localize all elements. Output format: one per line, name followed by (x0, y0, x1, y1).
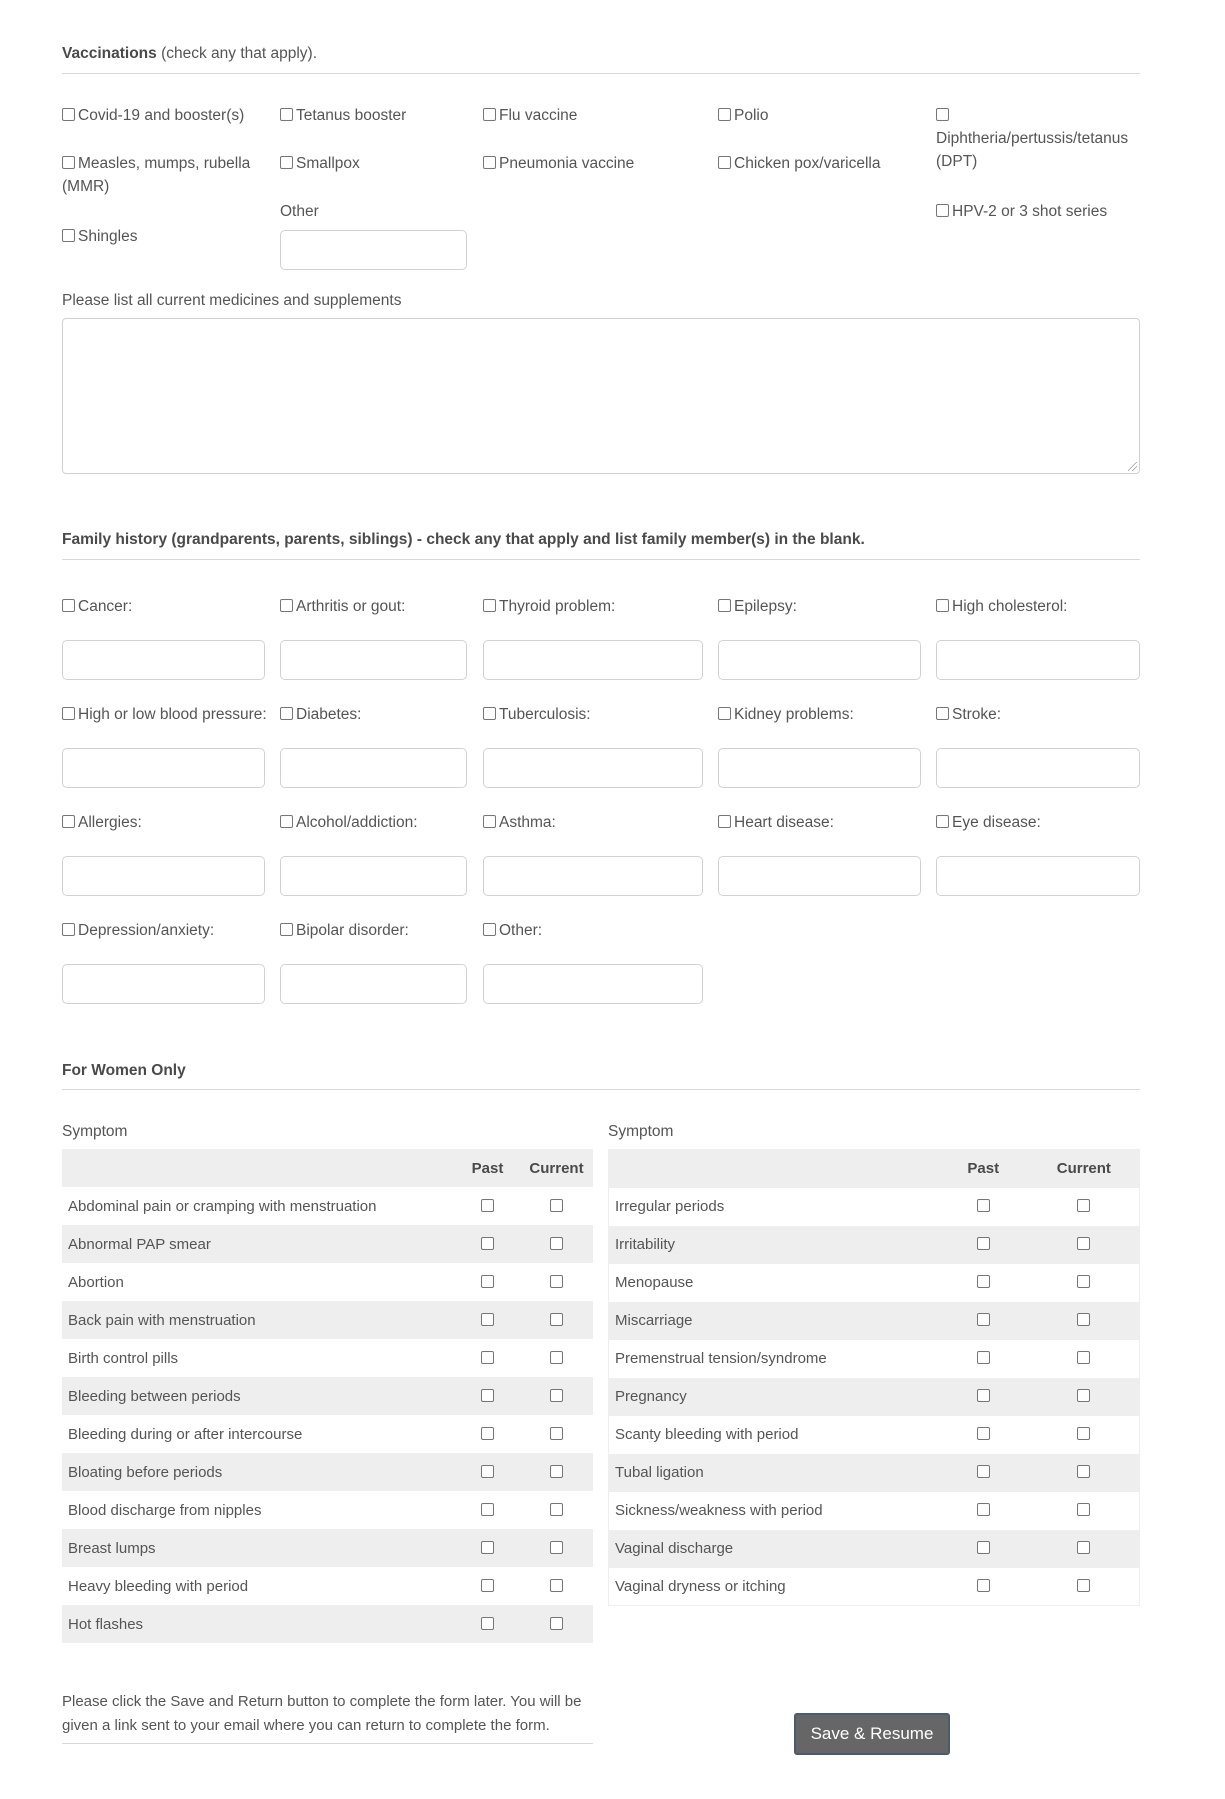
checkbox[interactable] (62, 599, 75, 612)
table-row (62, 1301, 593, 1339)
current-checkbox[interactable] (550, 1617, 563, 1630)
vaccine-option[interactable] (718, 104, 918, 127)
symptom-label-left: Symptom (62, 1123, 128, 1140)
current-checkbox[interactable] (550, 1503, 563, 1516)
family-history-option[interactable] (62, 919, 214, 942)
checkbox-cell (455, 1225, 520, 1263)
symptom-table-left (62, 1149, 593, 1643)
past-checkbox[interactable] (977, 1313, 990, 1326)
checkbox-cell (1029, 1340, 1140, 1378)
past-checkbox[interactable] (977, 1351, 990, 1364)
checkbox-cell (520, 1377, 593, 1415)
vaccine-option[interactable] (62, 152, 267, 198)
symptom-name: Irregular periods (615, 1198, 725, 1215)
current-checkbox[interactable] (1077, 1275, 1090, 1288)
family-member-input[interactable] (483, 856, 703, 896)
current-checkbox[interactable] (1077, 1237, 1090, 1250)
family-history-title: Family history (grandparents, parents, siblings) - check any that apply and list family member(s) in the blank. (62, 531, 865, 548)
family-member-input[interactable] (62, 856, 265, 896)
checkbox[interactable] (718, 108, 731, 121)
checkbox[interactable] (62, 156, 75, 169)
checkbox-cell (938, 1530, 1029, 1568)
vaccine-option[interactable] (280, 152, 470, 175)
family-member-input[interactable] (718, 856, 921, 896)
checkbox-cell (455, 1263, 520, 1301)
current-checkbox[interactable] (550, 1313, 563, 1326)
family-member-input[interactable] (718, 748, 921, 788)
symptom-name: Birth control pills (68, 1349, 179, 1367)
family-history-option[interactable] (936, 595, 1067, 618)
table-row (62, 1225, 593, 1263)
checkbox[interactable] (280, 599, 293, 612)
family-history-option[interactable] (280, 595, 405, 618)
family-history-heading (62, 531, 865, 549)
vaccinations-title: Vaccinations (62, 45, 157, 62)
vaccine-label: HPV-2 or 3 shot series (952, 203, 1108, 220)
vaccine-option[interactable] (62, 104, 267, 127)
divider (62, 559, 1140, 560)
family-history-option[interactable] (62, 703, 267, 726)
table-row (62, 1377, 593, 1415)
symptom-name: Vaginal discharge (609, 1530, 938, 1568)
vaccine-label: Tetanus booster (296, 107, 407, 124)
checkbox-cell (938, 1568, 1029, 1606)
past-checkbox[interactable] (481, 1389, 494, 1402)
family-member-input[interactable] (936, 856, 1140, 896)
past-checkbox[interactable] (481, 1617, 494, 1630)
checkbox-cell (455, 1415, 520, 1453)
checkbox-cell (455, 1453, 520, 1491)
past-checkbox[interactable] (977, 1541, 990, 1554)
resize-handle[interactable] (1128, 462, 1137, 471)
family-history-label: Epilepsy: (734, 598, 797, 615)
family-history-option[interactable] (280, 703, 361, 726)
family-history-option[interactable] (483, 595, 615, 618)
vaccine-option[interactable] (280, 104, 470, 127)
table-row (62, 1529, 593, 1567)
checkbox-cell (1029, 1416, 1140, 1454)
checkbox-cell (1029, 1568, 1140, 1606)
symptom-name: Blood discharge from nipples (68, 1501, 262, 1519)
checkbox-cell (520, 1187, 593, 1225)
divider (62, 1089, 1140, 1090)
table-row (62, 1263, 593, 1301)
vaccine-option[interactable] (718, 152, 928, 175)
family-member-input[interactable] (936, 640, 1140, 680)
checkbox[interactable] (483, 923, 496, 936)
family-history-label: Stroke: (952, 706, 1002, 723)
symptom-name: Bleeding between periods (62, 1377, 455, 1415)
past-checkbox[interactable] (481, 1541, 494, 1554)
checkbox-cell (938, 1492, 1029, 1530)
medicines-textarea[interactable] (62, 318, 1140, 474)
women-heading (62, 1062, 186, 1080)
checkbox-cell (520, 1301, 593, 1339)
vaccine-label: Polio (734, 107, 769, 124)
checkbox[interactable] (936, 108, 949, 121)
table-row (609, 1188, 1140, 1226)
family-history-option[interactable] (483, 919, 542, 942)
vaccinations-hint: (check any that apply). (161, 45, 318, 62)
checkbox-cell (1029, 1226, 1140, 1264)
family-history-option[interactable] (483, 703, 591, 726)
past-checkbox[interactable] (977, 1503, 990, 1516)
checkbox[interactable] (483, 707, 496, 720)
past-checkbox[interactable] (977, 1427, 990, 1440)
vaccine-label: Diphtheria/pertussis/tetanus (DPT) (936, 130, 1129, 170)
checkbox-cell (1029, 1378, 1140, 1416)
checkbox[interactable] (62, 707, 75, 720)
checkbox[interactable] (483, 599, 496, 612)
table-row (62, 1339, 593, 1377)
family-history-label: Thyroid problem: (499, 598, 616, 615)
table-row (62, 1491, 593, 1529)
current-checkbox[interactable] (1077, 1503, 1090, 1516)
checkbox[interactable] (483, 815, 496, 828)
checkbox[interactable] (936, 815, 949, 828)
checkbox[interactable] (718, 815, 731, 828)
checkbox[interactable] (718, 156, 731, 169)
table-row (62, 1187, 593, 1225)
checkbox-cell (938, 1188, 1029, 1226)
symptom-name: Heavy bleeding with period (68, 1577, 249, 1595)
table-row (609, 1378, 1140, 1416)
current-checkbox[interactable] (550, 1541, 563, 1554)
symptom-name: Premenstrual tension/syndrome (615, 1350, 827, 1367)
table-row (62, 1567, 593, 1605)
checkbox-cell (520, 1529, 593, 1567)
checkbox-cell (1029, 1302, 1140, 1340)
family-member-input[interactable] (280, 856, 467, 896)
checkbox-cell (1029, 1492, 1140, 1530)
family-history-option[interactable] (936, 811, 1041, 834)
table-header-symptom (609, 1150, 938, 1188)
checkbox[interactable] (280, 156, 293, 169)
family-history-label: Allergies: (78, 814, 142, 831)
past-checkbox[interactable] (481, 1313, 494, 1326)
symptom-name: Hot flashes (62, 1605, 455, 1643)
table-row (609, 1264, 1140, 1302)
symptom-name: Miscarriage (609, 1302, 938, 1340)
checkbox[interactable] (62, 229, 75, 242)
family-history-label: Eye disease: (952, 814, 1041, 831)
family-history-label: Arthritis or gout: (296, 598, 406, 615)
save-note: Please click the Save and Return button to complete the form later. You will be given a link sent to your email where you can return to complete the form. (62, 1693, 582, 1734)
medicines-label: Please list all current medicines and supplements (62, 292, 402, 309)
checkbox-cell (1029, 1530, 1140, 1568)
checkbox[interactable] (280, 707, 293, 720)
checkbox[interactable] (936, 599, 949, 612)
table-row (62, 1605, 593, 1643)
vaccine-label: Smallpox (296, 155, 360, 172)
checkbox-cell (455, 1567, 520, 1605)
vaccine-label: Shingles (78, 228, 138, 245)
family-history-option[interactable] (718, 811, 834, 834)
family-member-input[interactable] (483, 964, 703, 1004)
checkbox[interactable] (936, 204, 949, 217)
family-history-label: Asthma: (499, 814, 556, 831)
checkbox-cell (520, 1453, 593, 1491)
checkbox-cell (1029, 1188, 1140, 1226)
checkbox[interactable] (62, 108, 75, 121)
family-history-label: Kidney problems: (734, 706, 854, 723)
past-checkbox[interactable] (977, 1199, 990, 1212)
family-history-option[interactable] (718, 595, 797, 618)
current-checkbox[interactable] (550, 1465, 563, 1478)
past-checkbox[interactable] (481, 1275, 494, 1288)
checkbox[interactable] (62, 815, 75, 828)
family-history-option[interactable] (936, 703, 1001, 726)
current-checkbox[interactable] (550, 1237, 563, 1250)
family-history-label: Tuberculosis: (499, 706, 591, 723)
current-checkbox[interactable] (1077, 1389, 1090, 1402)
current-checkbox[interactable] (1077, 1351, 1090, 1364)
women-title: For Women Only (62, 1062, 186, 1079)
table-row (62, 1415, 593, 1453)
checkbox[interactable] (280, 923, 293, 936)
past-checkbox[interactable] (481, 1199, 494, 1212)
family-history-label: Diabetes: (296, 706, 362, 723)
vaccine-option[interactable] (483, 104, 703, 127)
table-header-past: Past (455, 1149, 520, 1187)
vaccine-other-input[interactable] (280, 230, 467, 270)
family-member-input[interactable] (483, 640, 703, 680)
checkbox-cell (938, 1340, 1029, 1378)
family-history-label: High cholesterol: (952, 598, 1068, 615)
symptom-name: Abnormal PAP smear (62, 1225, 455, 1263)
family-history-label: Depression/anxiety: (78, 922, 215, 939)
checkbox-cell (938, 1454, 1029, 1492)
checkbox[interactable] (936, 707, 949, 720)
table-header-row (609, 1150, 1140, 1188)
divider (62, 73, 1140, 74)
family-member-input[interactable] (280, 640, 467, 680)
symptom-name: Breast lumps (62, 1529, 455, 1567)
checkbox-cell (455, 1187, 520, 1225)
checkbox-cell (455, 1377, 520, 1415)
current-checkbox[interactable] (1077, 1313, 1090, 1326)
family-history-label: High or low blood pressure: (78, 706, 267, 723)
checkbox-cell (455, 1339, 520, 1377)
table-row (609, 1492, 1140, 1530)
family-history-option[interactable] (718, 703, 854, 726)
table-header-past: Past (938, 1150, 1029, 1188)
checkbox-cell (938, 1378, 1029, 1416)
vaccine-option[interactable] (936, 104, 1136, 173)
symptom-label-right: Symptom (608, 1123, 674, 1140)
table-header-current: Current (520, 1149, 593, 1187)
family-member-input[interactable] (62, 640, 265, 680)
checkbox-cell (938, 1226, 1029, 1264)
past-checkbox[interactable] (977, 1579, 990, 1592)
past-checkbox[interactable] (481, 1579, 494, 1592)
current-checkbox[interactable] (550, 1351, 563, 1364)
vaccine-label: Flu vaccine (499, 107, 578, 124)
family-member-input[interactable] (718, 640, 921, 680)
family-history-label: Cancer: (78, 598, 133, 615)
current-checkbox[interactable] (550, 1275, 563, 1288)
table-header-symptom (62, 1149, 455, 1187)
checkbox-cell (520, 1605, 593, 1643)
current-checkbox[interactable] (550, 1199, 563, 1212)
family-history-option[interactable] (483, 811, 556, 834)
current-checkbox[interactable] (1077, 1541, 1090, 1554)
symptom-name: Vaginal dryness or itching (615, 1577, 786, 1595)
table-header-row (62, 1149, 593, 1187)
vaccine-option[interactable] (936, 200, 1136, 223)
symptom-name: Tubal ligation (609, 1454, 938, 1492)
current-checkbox[interactable] (1077, 1199, 1090, 1212)
family-history-option[interactable] (62, 595, 132, 618)
save-resume-button[interactable]: Save & Resume (794, 1713, 950, 1755)
current-checkbox[interactable] (550, 1389, 563, 1402)
checkbox[interactable] (280, 108, 293, 121)
past-checkbox[interactable] (977, 1389, 990, 1402)
vaccine-other-label: Other (280, 203, 319, 220)
checkbox[interactable] (483, 108, 496, 121)
vaccine-label: Measles, mumps, rubella (MMR) (62, 155, 251, 195)
checkbox-cell (520, 1263, 593, 1301)
checkbox-cell (938, 1416, 1029, 1454)
family-history-label: Heart disease: (734, 814, 834, 831)
checkbox-cell (938, 1264, 1029, 1302)
checkbox-cell (520, 1491, 593, 1529)
table-header-current: Current (1029, 1150, 1140, 1188)
past-checkbox[interactable] (977, 1465, 990, 1478)
family-history-option[interactable] (280, 919, 409, 942)
vaccine-option[interactable] (483, 152, 703, 175)
table-row (609, 1454, 1140, 1492)
vaccine-label: Covid-19 and booster(s) (78, 107, 245, 124)
family-member-input[interactable] (936, 748, 1140, 788)
past-checkbox[interactable] (977, 1237, 990, 1250)
past-checkbox[interactable] (481, 1351, 494, 1364)
family-member-input[interactable] (62, 748, 265, 788)
symptom-name: Sickness/weakness with period (615, 1502, 823, 1519)
table-row (609, 1568, 1140, 1606)
past-checkbox[interactable] (977, 1275, 990, 1288)
symptom-name: Bloating before periods (62, 1453, 455, 1491)
past-checkbox[interactable] (481, 1237, 494, 1250)
family-history-option[interactable] (62, 811, 142, 834)
checkbox-cell (1029, 1454, 1140, 1492)
current-checkbox[interactable] (1077, 1465, 1090, 1478)
symptom-name: Irritability (609, 1226, 938, 1264)
symptom-name: Abortion (68, 1273, 124, 1291)
current-checkbox[interactable] (550, 1579, 563, 1592)
table-row (609, 1416, 1140, 1454)
family-history-option[interactable] (280, 811, 418, 834)
checkbox-cell (455, 1491, 520, 1529)
family-history-label: Alcohol/addiction: (296, 814, 418, 831)
checkbox-cell (520, 1339, 593, 1377)
vaccine-label: Chicken pox/varicella (734, 155, 881, 172)
checkbox-cell (520, 1415, 593, 1453)
checkbox-cell (520, 1225, 593, 1263)
symptom-name: Back pain with menstruation (62, 1301, 455, 1339)
symptom-name: Pregnancy (609, 1378, 938, 1416)
vaccinations-heading (62, 45, 317, 63)
family-history-label: Other: (499, 922, 543, 939)
checkbox-cell (938, 1302, 1029, 1340)
current-checkbox[interactable] (550, 1427, 563, 1440)
past-checkbox[interactable] (481, 1427, 494, 1440)
table-row (609, 1302, 1140, 1340)
symptom-table-right (608, 1149, 1140, 1606)
family-member-input[interactable] (483, 748, 703, 788)
past-checkbox[interactable] (481, 1503, 494, 1516)
vaccine-label: Pneumonia vaccine (499, 155, 635, 172)
checkbox[interactable] (62, 923, 75, 936)
divider (62, 1743, 593, 1744)
table-row (62, 1453, 593, 1491)
symptom-name: Menopause (615, 1274, 694, 1291)
current-checkbox[interactable] (1077, 1427, 1090, 1440)
checkbox[interactable] (718, 599, 731, 612)
checkbox[interactable] (280, 815, 293, 828)
family-history-label: Bipolar disorder: (296, 922, 409, 939)
family-member-input[interactable] (280, 748, 467, 788)
family-member-input[interactable] (280, 964, 467, 1004)
past-checkbox[interactable] (481, 1465, 494, 1478)
checkbox-cell (455, 1301, 520, 1339)
family-member-input[interactable] (62, 964, 265, 1004)
symptom-name: Bleeding during or after intercourse (68, 1425, 303, 1443)
table-row (609, 1530, 1140, 1568)
checkbox-cell (520, 1567, 593, 1605)
table-row (609, 1226, 1140, 1264)
checkbox[interactable] (718, 707, 731, 720)
current-checkbox[interactable] (1077, 1579, 1090, 1592)
symptom-name: Abdominal pain or cramping with menstruation (68, 1197, 377, 1215)
checkbox-cell (455, 1605, 520, 1643)
checkbox[interactable] (483, 156, 496, 169)
checkbox-cell (1029, 1264, 1140, 1302)
symptom-name: Scanty bleeding with period (615, 1426, 799, 1443)
table-row (609, 1340, 1140, 1378)
vaccine-option[interactable] (62, 225, 267, 248)
checkbox-cell (455, 1529, 520, 1567)
